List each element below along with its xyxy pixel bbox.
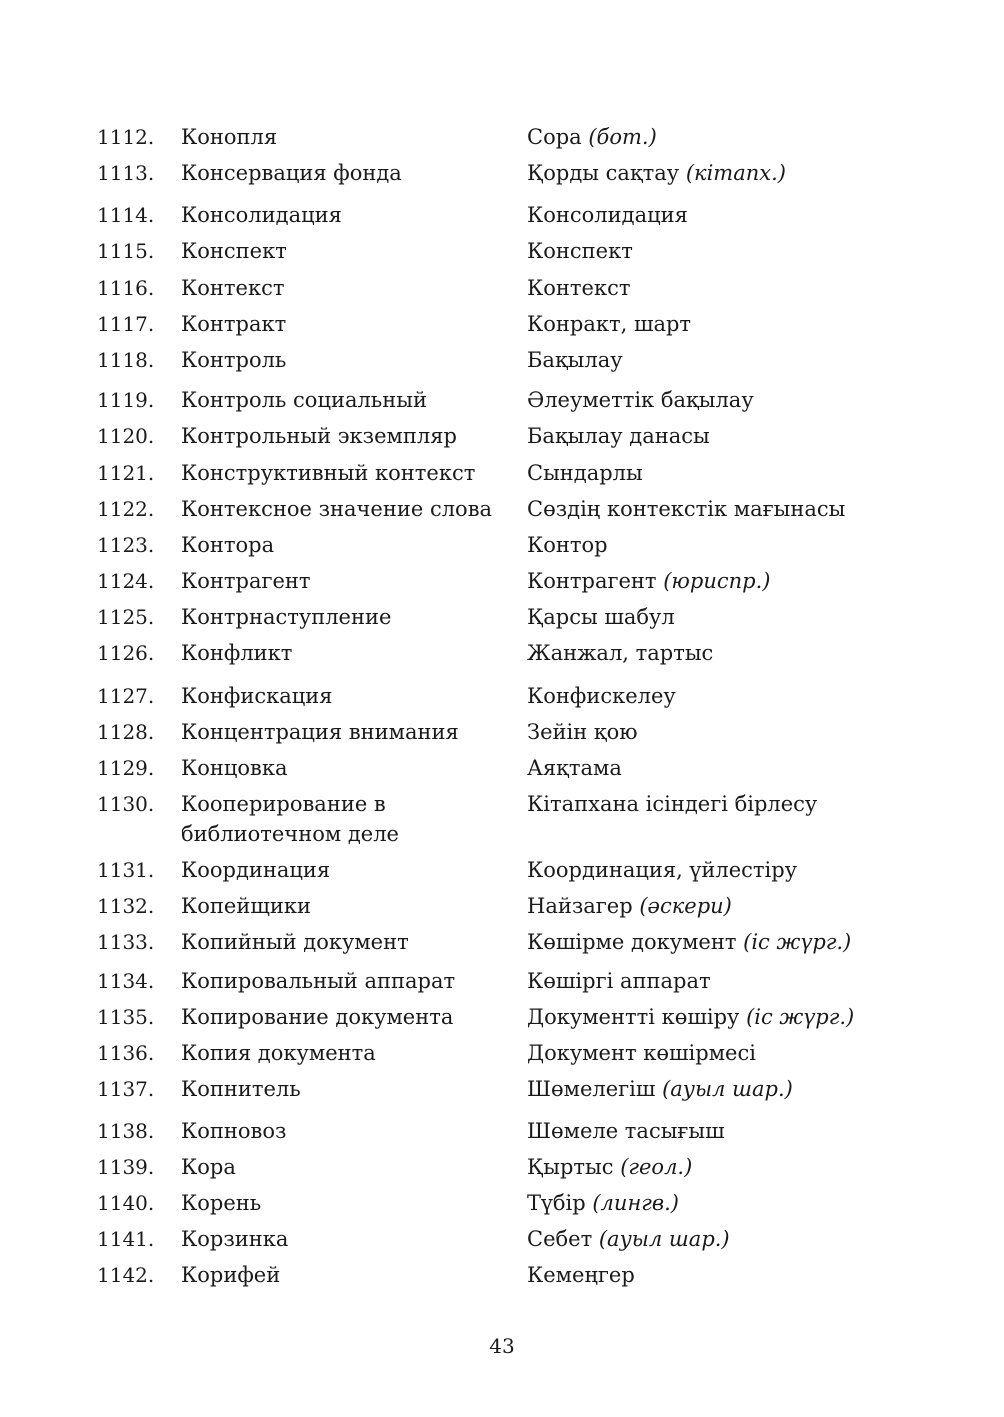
kazakh-term-text: Шөмелегіш xyxy=(527,1077,663,1101)
kazakh-term xyxy=(527,236,967,266)
kazakh-term xyxy=(527,753,967,783)
entry-number: 1123. xyxy=(97,533,155,557)
kazakh-term xyxy=(527,566,967,596)
kazakh-term xyxy=(527,891,967,921)
kazakh-term-text: Конфискелеу xyxy=(527,684,676,708)
russian-term: Конспект xyxy=(181,239,287,263)
kazakh-term-text: Көшірме документ xyxy=(527,930,744,954)
kazakh-term-text: Кітапхана ісіндегі бірлесу xyxy=(527,792,818,816)
entry-number: 1141. xyxy=(97,1227,155,1251)
kazakh-term xyxy=(527,1038,967,1068)
kazakh-term xyxy=(527,638,967,668)
entry-number: 1124. xyxy=(97,569,155,593)
kazakh-term-text: Қарсы шабул xyxy=(527,605,675,629)
russian-term: Копировальный аппарат xyxy=(181,969,456,993)
entry-number: 1132. xyxy=(97,894,155,918)
kazakh-term xyxy=(527,1152,967,1182)
kazakh-term xyxy=(527,494,967,524)
russian-term: Координация xyxy=(181,858,331,882)
entry-number: 1127. xyxy=(97,684,155,708)
kazakh-term-text: Найзагер xyxy=(527,894,640,918)
field-note: (іс жүрг.) xyxy=(746,1005,855,1029)
kazakh-term-text: Түбір xyxy=(527,1191,593,1215)
field-note: (ауыл шар.) xyxy=(598,1227,730,1251)
entry-number: 1116. xyxy=(97,276,155,300)
entry-number: 1142. xyxy=(97,1263,155,1287)
entry-number: 1138. xyxy=(97,1119,155,1143)
russian-term: Контроль xyxy=(181,348,287,372)
russian-term: Копирование документа xyxy=(181,1005,454,1029)
kazakh-term-text: Көшіргі аппарат xyxy=(527,969,711,993)
kazakh-term xyxy=(527,309,967,339)
kazakh-term xyxy=(527,966,967,996)
russian-term: Концовка xyxy=(181,756,288,780)
russian-term: Контрнаступление xyxy=(181,605,392,629)
kazakh-term xyxy=(527,273,967,303)
kazakh-term-text: Қорды сақтау xyxy=(527,161,686,185)
kazakh-term-text: Кемеңгер xyxy=(527,1263,635,1287)
kazakh-term xyxy=(527,458,967,488)
russian-term: Корзинка xyxy=(181,1227,289,1251)
entry-number: 1135. xyxy=(97,1005,155,1029)
kazakh-term xyxy=(527,200,967,230)
kazakh-term xyxy=(527,789,967,819)
kazakh-term-text: Бақылау xyxy=(527,348,623,372)
russian-term: Концентрация внимания xyxy=(181,720,459,744)
field-note: (бот.) xyxy=(588,125,657,149)
entry-number: 1128. xyxy=(97,720,155,744)
kazakh-term-text: Аяқтама xyxy=(527,756,622,780)
kazakh-term xyxy=(527,717,967,747)
kazakh-term xyxy=(527,927,967,957)
kazakh-term-text: Бақылау данасы xyxy=(527,424,710,448)
kazakh-term xyxy=(527,421,967,451)
kazakh-term-text: Жанжал, тартыс xyxy=(527,641,714,665)
page-number: 43 xyxy=(489,1334,515,1358)
kazakh-term-text: Контекст xyxy=(527,276,631,300)
russian-term: Кора xyxy=(181,1155,236,1179)
entry-number: 1118. xyxy=(97,348,155,372)
entry-number: 1133. xyxy=(97,930,155,954)
field-note: (іс жүрг.) xyxy=(743,930,852,954)
field-note: (ауыл шар.) xyxy=(662,1077,793,1101)
russian-term: Конфискация xyxy=(181,684,333,708)
entry-number: 1139. xyxy=(97,1155,155,1179)
kazakh-term xyxy=(527,530,967,560)
entry-number: 1130. xyxy=(97,792,155,816)
entry-number: 1137. xyxy=(97,1077,155,1101)
entry-number: 1126. xyxy=(97,641,155,665)
kazakh-term-text: Шөмеле тасығыш xyxy=(527,1119,725,1143)
entry-number: 1125. xyxy=(97,605,155,629)
russian-term: Консолидация xyxy=(181,203,342,227)
kazakh-term-text: Документ көшірмесі xyxy=(527,1041,756,1065)
kazakh-term-text: Зейін қою xyxy=(527,720,638,744)
entry-number: 1117. xyxy=(97,312,155,336)
kazakh-term-text: Консолидация xyxy=(527,203,688,227)
russian-term: Контора xyxy=(181,533,275,557)
entry-number: 1131. xyxy=(97,858,155,882)
russian-term: Корень xyxy=(181,1191,262,1215)
russian-term: Копновоз xyxy=(181,1119,287,1143)
kazakh-term xyxy=(527,1188,967,1218)
kazakh-term-text: Сөздің контекстік мағынасы xyxy=(527,497,846,521)
entry-number: 1129. xyxy=(97,756,155,780)
kazakh-term xyxy=(527,122,967,152)
russian-term: Копийный документ xyxy=(181,930,409,954)
russian-term: Копейщики xyxy=(181,894,311,918)
kazakh-term xyxy=(527,1116,967,1146)
russian-term: Контрагент xyxy=(181,569,311,593)
russian-term: Контракт xyxy=(181,312,287,336)
kazakh-term-text: Конракт, шарт xyxy=(527,312,692,336)
kazakh-term-text: Сора xyxy=(527,125,589,149)
kazakh-term xyxy=(527,345,967,375)
kazakh-term xyxy=(527,1002,967,1032)
kazakh-term-text: Контор xyxy=(527,533,608,557)
kazakh-term-text: Конспект xyxy=(527,239,633,263)
kazakh-term-text: Сындарлы xyxy=(527,461,643,485)
entry-number: 1119. xyxy=(97,388,155,412)
russian-term: Контексное значение слова xyxy=(181,497,493,521)
entry-number: 1121. xyxy=(97,461,155,485)
field-note: (әскери) xyxy=(639,894,732,918)
entry-number: 1115. xyxy=(97,239,155,263)
entry-number: 1140. xyxy=(97,1191,155,1215)
kazakh-term-text: Себет xyxy=(527,1227,599,1251)
entry-number: 1134. xyxy=(97,969,155,993)
russian-term: Кооперирование в библиотечном деле xyxy=(181,792,399,846)
kazakh-term-text: Координация, үйлестіру xyxy=(527,858,798,882)
kazakh-term-text: Контрагент xyxy=(527,569,664,593)
field-note: (лингв.) xyxy=(592,1191,679,1215)
entry-number: 1122. xyxy=(97,497,155,521)
russian-term: Конструктивный контекст xyxy=(181,461,476,485)
russian-term: Копия документа xyxy=(181,1041,376,1065)
russian-term: Конфликт xyxy=(181,641,293,665)
entry-number: 1113. xyxy=(97,161,155,185)
field-note: (кітапх.) xyxy=(685,161,786,185)
kazakh-term-text: Документті көшіру xyxy=(527,1005,747,1029)
kazakh-term xyxy=(527,855,967,885)
kazakh-term-text: Әлеуметтік бақылау xyxy=(527,388,754,412)
russian-term: Корифей xyxy=(181,1263,281,1287)
russian-term: Конопля xyxy=(181,125,278,149)
kazakh-term xyxy=(527,681,967,711)
entry-number: 1120. xyxy=(97,424,155,448)
entry-number: 1114. xyxy=(97,203,155,227)
kazakh-term xyxy=(527,158,967,188)
kazakh-term-text: Қыртыс xyxy=(527,1155,621,1179)
kazakh-term xyxy=(527,602,967,632)
russian-term: Консервация фонда xyxy=(181,161,402,185)
kazakh-term xyxy=(527,1224,967,1254)
entry-number: 1136. xyxy=(97,1041,155,1065)
field-note: (геол.) xyxy=(620,1155,693,1179)
kazakh-term xyxy=(527,1074,967,1104)
russian-term: Контекст xyxy=(181,276,285,300)
russian-term: Контроль социальный xyxy=(181,388,427,412)
russian-term: Контрольный экземпляр xyxy=(181,424,457,448)
kazakh-term xyxy=(527,1260,967,1290)
field-note: (юриспр.) xyxy=(663,569,771,593)
russian-term: Копнитель xyxy=(181,1077,301,1101)
entry-number: 1112. xyxy=(97,125,155,149)
kazakh-term xyxy=(527,385,967,415)
